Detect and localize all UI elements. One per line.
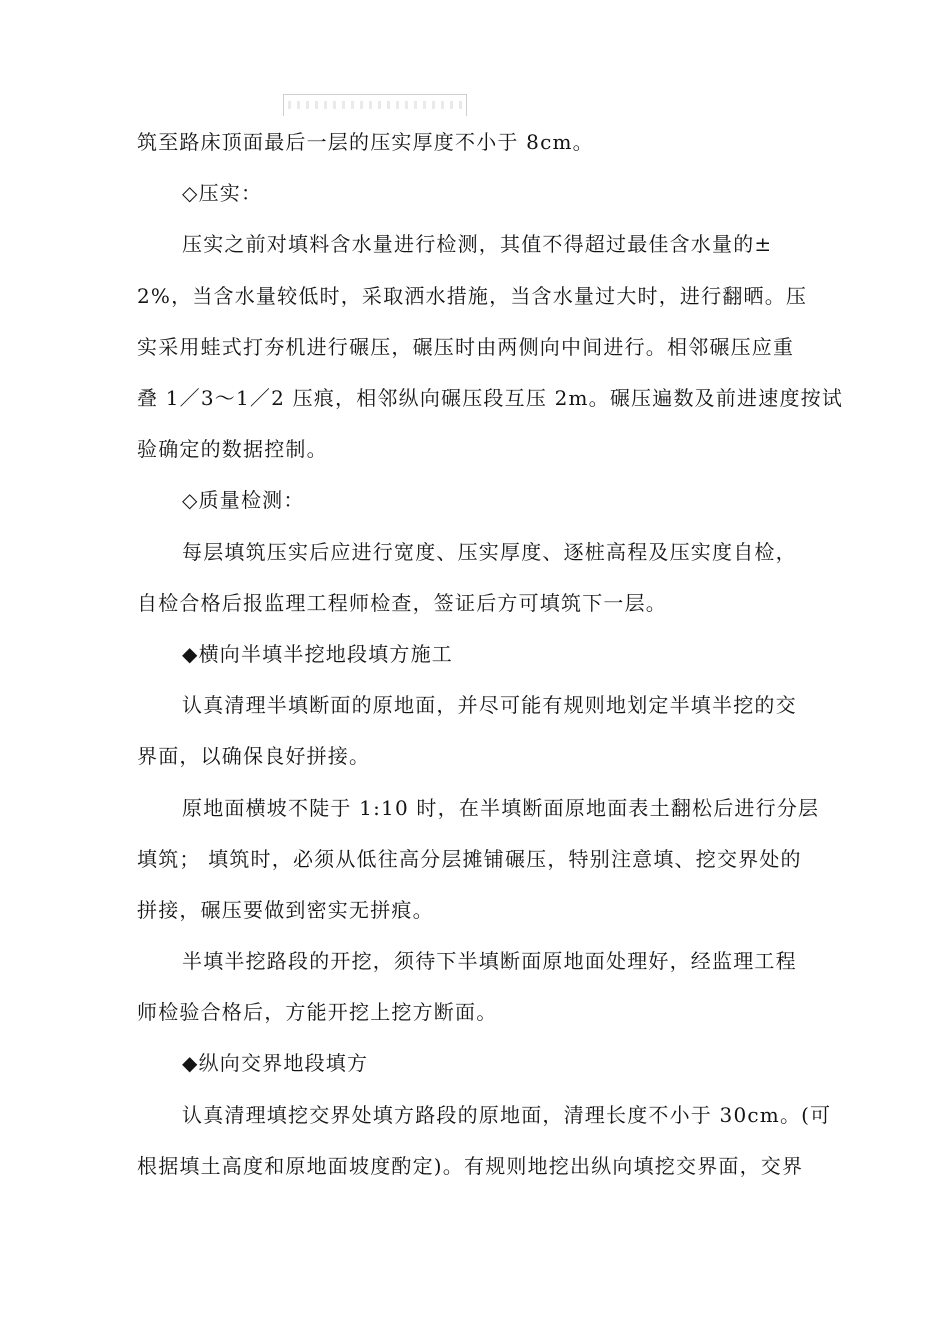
text-line: 验确定的数据控制。 [137,437,328,461]
section-heading: ◇压实： [182,181,263,205]
text-line: 半填半挖路段的开挖，须待下半填断面原地面处理好，经监理工程 [182,949,797,973]
text-line: 师检验合格后，方能开挖上挖方断面。 [137,1000,498,1024]
text-line: 根据填土高度和原地面坡度酌定)。有规则地挖出纵向填挖交界面，交界 [137,1154,804,1178]
watermark-stamp [283,94,467,116]
section-heading: ◆纵向交界地段填方 [182,1051,369,1075]
section-heading: ◇质量检测： [182,488,305,512]
text-line: 压实之前对填料含水量进行检测，其值不得超过最佳含水量的± [182,232,773,256]
text-line: 认真清理半填断面的原地面，并尽可能有规则地划定半填半挖的交 [182,693,797,717]
section-heading: ◆横向半填半挖地段填方施工 [182,642,453,666]
text-line: 2%，当含水量较低时，采取洒水措施，当含水量过大时，进行翻晒。压 [137,284,808,308]
text-line: 填筑； 填筑时，必须从低往高分层摊铺碾压，特别注意填、挖交界处的 [137,847,802,871]
text-line: 原地面横坡不陡于 1:10 时，在半填断面原地面表土翻松后进行分层 [182,796,820,820]
text-line: 拼接，碾压要做到密实无拼痕。 [137,898,434,922]
text-line: 认真清理填挖交界处填方路段的原地面，清理长度不小于 30cm。(可 [182,1103,832,1127]
text-line: 界面，以确保良好拼接。 [137,744,371,768]
text-line: 实采用蛙式打夯机进行碾压，碾压时由两侧向中间进行。相邻碾压应重 [137,335,795,359]
text-line: 筑至路床顶面最后一层的压实厚度不小于 8cm。 [137,130,594,154]
text-line: 叠 1／3～1／2 压痕，相邻纵向碾压段互压 2m。碾压遍数及前进速度按试 [137,386,844,410]
text-line: 每层填筑压实后应进行宽度、压实厚度、逐桩高程及压实度自检， [182,540,797,564]
text-line: 自检合格后报监理工程师检查，签证后方可填筑下一层。 [137,591,667,615]
